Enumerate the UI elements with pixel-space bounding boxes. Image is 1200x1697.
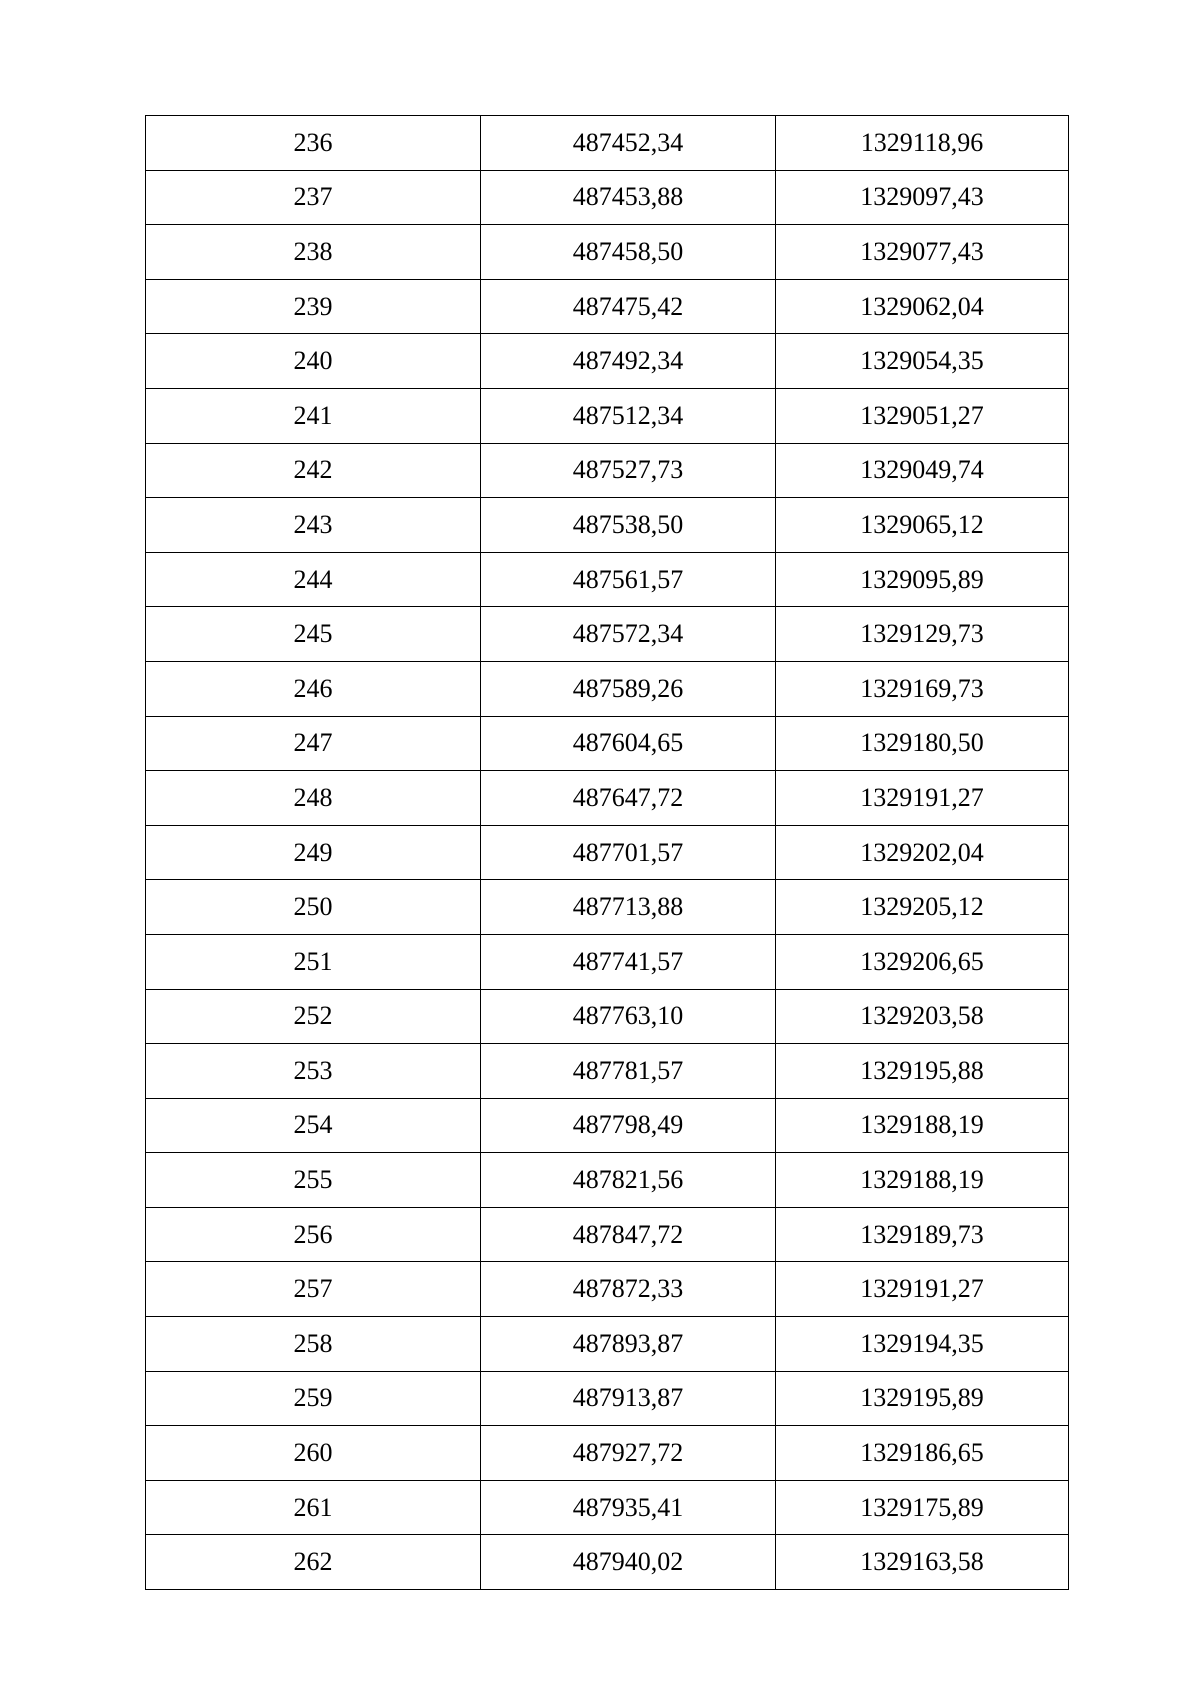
table-row	[146, 880, 1069, 935]
table-row	[146, 443, 1069, 498]
x-coordinate-cell: 487741,57	[481, 934, 776, 989]
x-coordinate-cell: 487538,50	[481, 498, 776, 553]
y-coordinate-cell: 1329097,43	[776, 170, 1069, 225]
y-coordinate-cell: 1329054,35	[776, 334, 1069, 389]
point-number-cell: 252	[146, 989, 481, 1044]
point-number-cell: 249	[146, 825, 481, 880]
x-coordinate-cell: 487821,56	[481, 1153, 776, 1208]
table-row	[146, 1535, 1069, 1590]
x-coordinate-cell: 487701,57	[481, 825, 776, 880]
y-coordinate-cell: 1329206,65	[776, 934, 1069, 989]
point-number-cell: 250	[146, 880, 481, 935]
y-coordinate-cell: 1329062,04	[776, 279, 1069, 334]
point-number-cell: 241	[146, 388, 481, 443]
x-coordinate-cell: 487847,72	[481, 1207, 776, 1262]
point-number-cell: 242	[146, 443, 481, 498]
y-coordinate-cell: 1329095,89	[776, 552, 1069, 607]
x-coordinate-cell: 487713,88	[481, 880, 776, 935]
table-row	[146, 716, 1069, 771]
x-coordinate-cell: 487572,34	[481, 607, 776, 662]
table-row	[146, 170, 1069, 225]
x-coordinate-cell: 487798,49	[481, 1098, 776, 1153]
y-coordinate-cell: 1329191,27	[776, 1262, 1069, 1317]
y-coordinate-cell: 1329188,19	[776, 1098, 1069, 1153]
table-row	[146, 1098, 1069, 1153]
table-row	[146, 825, 1069, 880]
table-row	[146, 279, 1069, 334]
y-coordinate-cell: 1329195,89	[776, 1371, 1069, 1426]
coordinate-table-body	[146, 116, 1069, 1590]
table-row	[146, 334, 1069, 389]
point-number-cell: 253	[146, 1044, 481, 1099]
point-number-cell: 243	[146, 498, 481, 553]
x-coordinate-cell: 487492,34	[481, 334, 776, 389]
point-number-cell: 239	[146, 279, 481, 334]
y-coordinate-cell: 1329203,58	[776, 989, 1069, 1044]
coordinate-table	[145, 115, 1069, 1590]
point-number-cell: 245	[146, 607, 481, 662]
x-coordinate-cell: 487940,02	[481, 1535, 776, 1590]
point-number-cell: 258	[146, 1317, 481, 1372]
point-number-cell: 261	[146, 1480, 481, 1535]
point-number-cell: 259	[146, 1371, 481, 1426]
x-coordinate-cell: 487927,72	[481, 1426, 776, 1481]
y-coordinate-cell: 1329202,04	[776, 825, 1069, 880]
y-coordinate-cell: 1329194,35	[776, 1317, 1069, 1372]
point-number-cell: 260	[146, 1426, 481, 1481]
table-row	[146, 1044, 1069, 1099]
point-number-cell: 248	[146, 771, 481, 826]
x-coordinate-cell: 487512,34	[481, 388, 776, 443]
point-number-cell: 240	[146, 334, 481, 389]
y-coordinate-cell: 1329186,65	[776, 1426, 1069, 1481]
y-coordinate-cell: 1329195,88	[776, 1044, 1069, 1099]
point-number-cell: 254	[146, 1098, 481, 1153]
point-number-cell: 246	[146, 661, 481, 716]
y-coordinate-cell: 1329049,74	[776, 443, 1069, 498]
point-number-cell: 262	[146, 1535, 481, 1590]
y-coordinate-cell: 1329129,73	[776, 607, 1069, 662]
x-coordinate-cell: 487452,34	[481, 116, 776, 171]
table-row	[146, 1480, 1069, 1535]
point-number-cell: 237	[146, 170, 481, 225]
table-row	[146, 552, 1069, 607]
table-row	[146, 771, 1069, 826]
table-row	[146, 1371, 1069, 1426]
point-number-cell: 251	[146, 934, 481, 989]
x-coordinate-cell: 487763,10	[481, 989, 776, 1044]
point-number-cell: 247	[146, 716, 481, 771]
point-number-cell: 236	[146, 116, 481, 171]
table-row	[146, 388, 1069, 443]
x-coordinate-cell: 487604,65	[481, 716, 776, 771]
y-coordinate-cell: 1329175,89	[776, 1480, 1069, 1535]
y-coordinate-cell: 1329169,73	[776, 661, 1069, 716]
x-coordinate-cell: 487935,41	[481, 1480, 776, 1535]
y-coordinate-cell: 1329163,58	[776, 1535, 1069, 1590]
y-coordinate-cell: 1329118,96	[776, 116, 1069, 171]
point-number-cell: 244	[146, 552, 481, 607]
x-coordinate-cell: 487589,26	[481, 661, 776, 716]
x-coordinate-cell: 487561,57	[481, 552, 776, 607]
table-row	[146, 498, 1069, 553]
point-number-cell: 257	[146, 1262, 481, 1317]
x-coordinate-cell: 487453,88	[481, 170, 776, 225]
table-row	[146, 1262, 1069, 1317]
y-coordinate-cell: 1329188,19	[776, 1153, 1069, 1208]
table-row	[146, 116, 1069, 171]
point-number-cell: 238	[146, 225, 481, 280]
y-coordinate-cell: 1329205,12	[776, 880, 1069, 935]
y-coordinate-cell: 1329051,27	[776, 388, 1069, 443]
x-coordinate-cell: 487458,50	[481, 225, 776, 280]
table-row	[146, 1153, 1069, 1208]
y-coordinate-cell: 1329077,43	[776, 225, 1069, 280]
x-coordinate-cell: 487781,57	[481, 1044, 776, 1099]
table-row	[146, 1426, 1069, 1481]
x-coordinate-cell: 487872,33	[481, 1262, 776, 1317]
y-coordinate-cell: 1329180,50	[776, 716, 1069, 771]
point-number-cell: 255	[146, 1153, 481, 1208]
table-row	[146, 1317, 1069, 1372]
point-number-cell: 256	[146, 1207, 481, 1262]
table-row	[146, 607, 1069, 662]
x-coordinate-cell: 487475,42	[481, 279, 776, 334]
table-row	[146, 989, 1069, 1044]
table-row	[146, 225, 1069, 280]
x-coordinate-cell: 487913,87	[481, 1371, 776, 1426]
x-coordinate-cell: 487647,72	[481, 771, 776, 826]
table-row	[146, 1207, 1069, 1262]
table-row	[146, 934, 1069, 989]
table-row	[146, 661, 1069, 716]
y-coordinate-cell: 1329189,73	[776, 1207, 1069, 1262]
x-coordinate-cell: 487527,73	[481, 443, 776, 498]
y-coordinate-cell: 1329065,12	[776, 498, 1069, 553]
x-coordinate-cell: 487893,87	[481, 1317, 776, 1372]
y-coordinate-cell: 1329191,27	[776, 771, 1069, 826]
